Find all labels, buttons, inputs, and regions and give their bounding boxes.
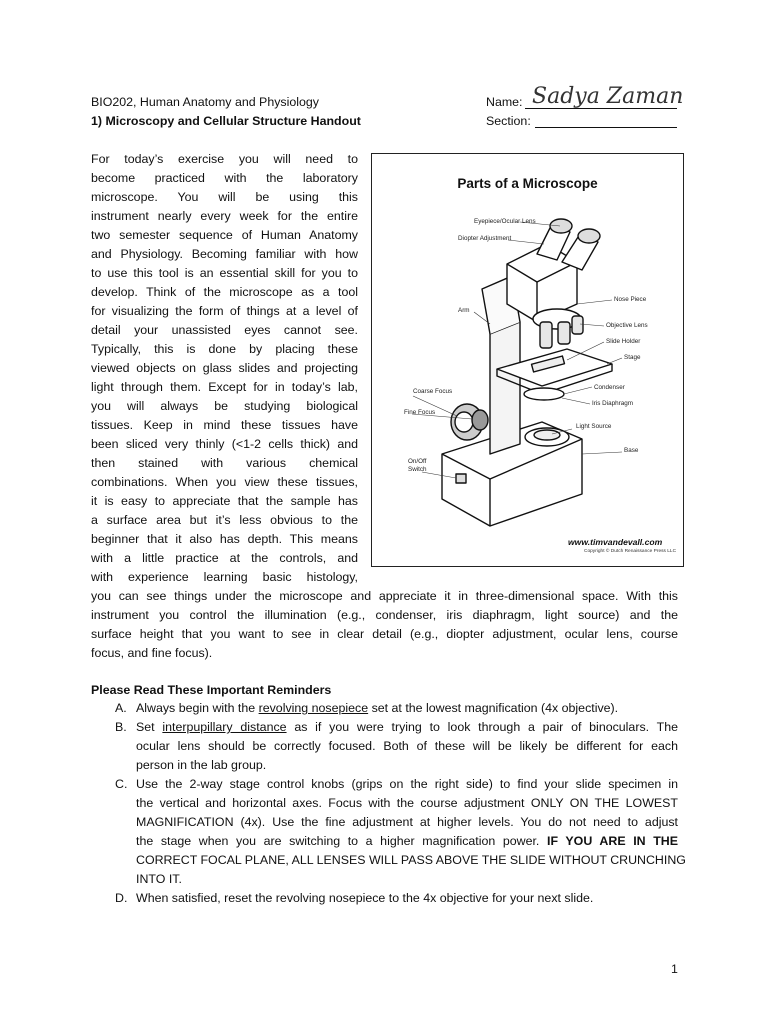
figure-copyright: Copyright © Dutch Renaissance Press LLC bbox=[584, 549, 677, 554]
intro-line: it is easy to appreciate that the sample has bbox=[91, 494, 358, 508]
label-nose-piece: Nose Piece bbox=[614, 296, 647, 303]
condenser-shape bbox=[524, 388, 564, 400]
reminder-line: When satisfied, reset the revolving nosepiece to the 4x objective for your next slide. bbox=[136, 891, 594, 905]
microscope-figure bbox=[371, 153, 684, 567]
intro-line: tissues. Keep in mind these tissues have bbox=[91, 418, 358, 432]
reminder-line bbox=[136, 832, 678, 851]
intro-line: focus, and fine focus). bbox=[91, 646, 213, 660]
label-onoff-1: On/Off bbox=[408, 458, 427, 465]
section-label: Section: bbox=[486, 114, 531, 128]
label-onoff-2: Switch bbox=[408, 466, 427, 473]
reminder-emphasis: interpupillary distance bbox=[162, 720, 287, 734]
intro-line: a surface area but it’s less obvious to the bbox=[91, 513, 358, 527]
reminder-letter: C. bbox=[115, 777, 128, 791]
intro-line: you will always be studying biological bbox=[91, 399, 358, 413]
intro-line: develop. Think of the microscope as a tool bbox=[91, 285, 358, 299]
arm-shape bbox=[490, 322, 520, 454]
reminder-line: ocular lens should be correctly focused. Both of these will be likely be different for each bbox=[136, 739, 678, 753]
label-arm: Arm bbox=[458, 307, 470, 314]
intro-line: instrument you control the illumination (e.g., condenser, iris diaphragm, light source) and the bbox=[91, 608, 678, 622]
figure-website: www.timvandevall.com bbox=[568, 537, 663, 547]
name-label: Name: bbox=[486, 95, 523, 109]
label-objective: Objective Lens bbox=[606, 322, 648, 329]
reminder-line: the vertical and horizontal axes. Focus with the course adjustment ONLY ON THE LOWEST bbox=[136, 796, 678, 810]
label-stage: Stage bbox=[624, 354, 641, 361]
label-slide-holder: Slide Holder bbox=[606, 338, 641, 345]
section-line bbox=[535, 127, 677, 128]
reminder-letter: A. bbox=[115, 701, 127, 715]
figure-title: Parts of a Microscope bbox=[457, 176, 598, 191]
reminder-text: the stage when you are switching to a higher magnification power. bbox=[136, 834, 540, 848]
course-title: BIO202, Human Anatomy and Physiology bbox=[91, 95, 319, 109]
intro-line: Typically, this is done by placing these bbox=[91, 342, 358, 356]
reminder-emphasis: IF YOU ARE IN THE bbox=[547, 834, 679, 848]
label-base: Base bbox=[624, 447, 639, 454]
reminder-letter: B. bbox=[115, 720, 127, 734]
handout-title: 1) Microscopy and Cellular Structure Handout bbox=[91, 114, 361, 128]
intro-line: surface height that you want to see in clear detail (e.g., diopter adjustment, ocular lens, course bbox=[91, 627, 678, 641]
page-number: 1 bbox=[671, 962, 678, 976]
intro-line: and Physiology. Becoming familiar with how bbox=[91, 247, 358, 261]
intro-line: you can see things under the microscope and appreciate it in three-dimensional space. With this bbox=[91, 589, 678, 603]
reminder-line: MAGNIFICATION (4x). Use the fine adjustment at higher levels. You do not need to adjust bbox=[136, 815, 678, 829]
intro-line: microscope. You will be using this bbox=[91, 190, 358, 204]
reminder-text: Always begin with the bbox=[136, 701, 259, 715]
name-signature: Sadya Zaman bbox=[532, 84, 684, 109]
reminder-line: CORRECT FOCAL PLANE, ALL LENSES WILL PASS ABOVE THE SLIDE WITHOUT CRUNCHING bbox=[136, 853, 686, 867]
intro-line: light through them. Except for in today’s lab, bbox=[91, 380, 358, 394]
reminder-line bbox=[136, 699, 678, 718]
reminder-line: INTO IT. bbox=[136, 872, 182, 886]
intro-line: become practiced with the laboratory bbox=[91, 171, 358, 185]
intro-line: with experience learning basic histology, bbox=[91, 570, 358, 584]
intro-line: to use this tool is an essential skill for you to bbox=[91, 266, 358, 280]
switch-shape bbox=[456, 474, 466, 483]
reminder-text: Set bbox=[136, 720, 163, 734]
label-iris: Iris Diaphragm bbox=[592, 400, 633, 407]
intro-line: detail your unassisted eyes cannot see. bbox=[91, 323, 358, 337]
intro-line: two semester sequence of Human Anatomy bbox=[91, 228, 358, 242]
reminder-text: as if you were trying to look through a pair of binoculars. The bbox=[286, 720, 678, 734]
fine-focus-knob bbox=[472, 410, 488, 430]
label-light-source: Light Source bbox=[576, 423, 612, 430]
reminder-text: set at the lowest magnification (4x objective). bbox=[368, 701, 619, 715]
intro-line: viewed objects on glass slides and projecting bbox=[91, 361, 358, 375]
intro-line: beginner that it also has depth. This means bbox=[91, 532, 358, 546]
intro-line: instrument nearly every week for the entire bbox=[91, 209, 358, 223]
intro-line: then stained with various chemical bbox=[91, 456, 358, 470]
label-condenser: Condenser bbox=[594, 384, 625, 391]
label-coarse-focus: Coarse Focus bbox=[413, 388, 453, 395]
intro-line: for visualizing the form of things at a level of bbox=[91, 304, 358, 318]
reminder-letter: D. bbox=[115, 891, 128, 905]
label-diopter: Diopter Adjustment bbox=[458, 235, 512, 242]
objective-shape bbox=[540, 322, 552, 348]
intro-line: combinations. When you view these tissues, bbox=[91, 475, 358, 489]
label-eyepiece: Eyepiece/Ocular Lens bbox=[474, 218, 536, 225]
reminder-line: Use the 2-way stage control knobs (grips on the right side) to find your slide specimen in bbox=[136, 777, 678, 791]
label-fine-focus: Fine Focus bbox=[404, 409, 436, 416]
reminder-line: person in the lab group. bbox=[136, 758, 267, 772]
intro-line: been sliced very thinly (<1-2 cells thick) and bbox=[91, 437, 358, 451]
intro-line: with a little practice at the controls, and bbox=[91, 551, 358, 565]
intro-line: For today’s exercise you will need to bbox=[91, 152, 358, 166]
reminders-heading: Please Read These Important Reminders bbox=[91, 683, 332, 697]
reminder-emphasis: revolving nosepiece bbox=[258, 701, 369, 715]
reminder-line bbox=[136, 718, 678, 737]
